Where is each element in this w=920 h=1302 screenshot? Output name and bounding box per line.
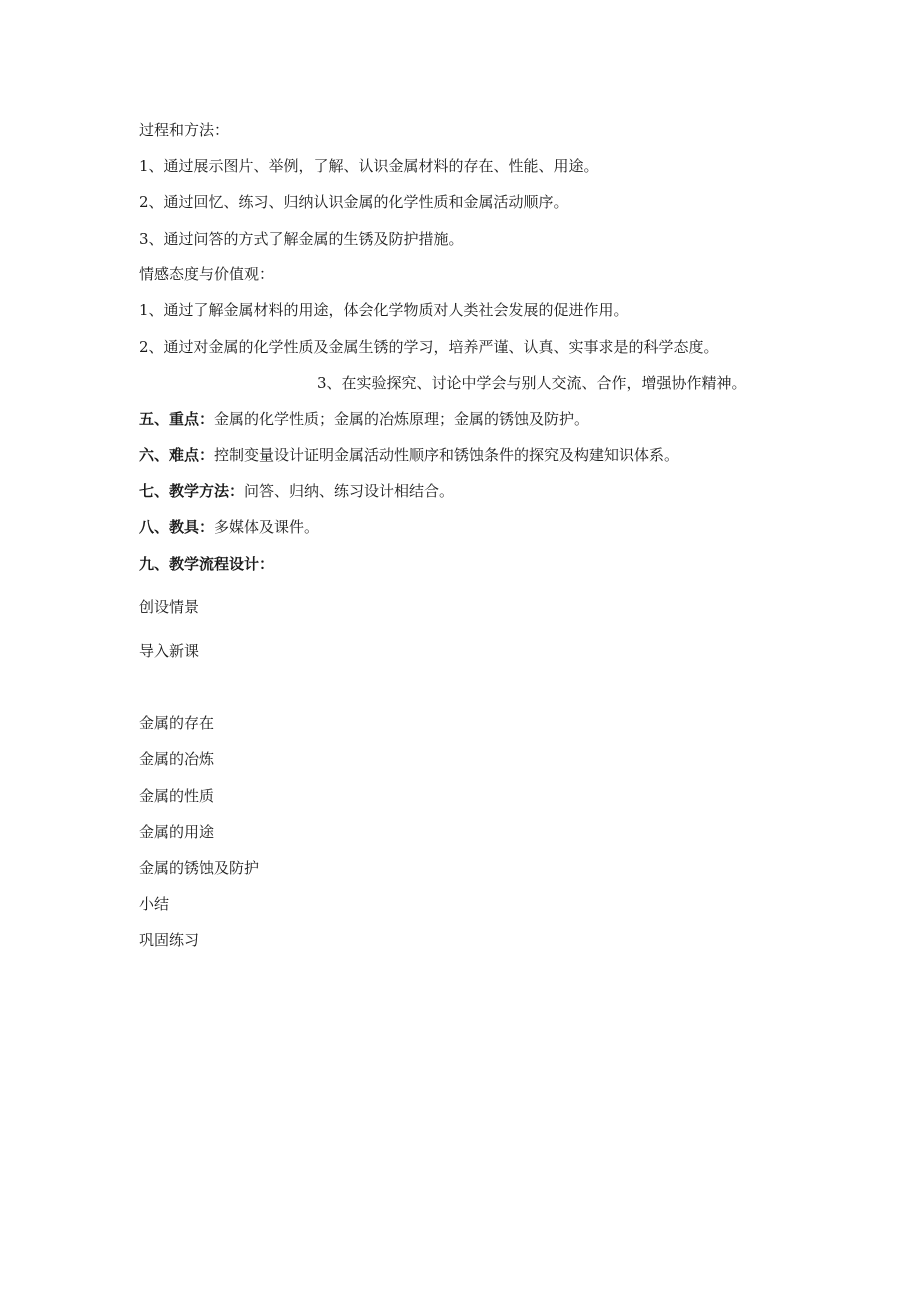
key-points-section	[139, 409, 589, 429]
teaching-flow-section	[139, 554, 274, 574]
teaching-aids-section	[139, 517, 319, 537]
emotion-values-item-3: 3、在实验探究、讨论中学会与别人交流、合作，增强协作精神。	[317, 374, 747, 392]
emotion-values-item-1: 1、通过了解金属材料的用途，体会化学物质对人类社会发展的促进作用。	[139, 301, 629, 319]
difficulties-section	[139, 445, 679, 465]
process-methods-item-2: 2、通过回忆、练习、归纳认识金属的化学性质和金属活动顺序。	[139, 193, 569, 211]
flow-item: 创设情景	[139, 598, 200, 616]
process-methods-item-3: 3、通过问答的方式了解金属的生锈及防护措施。	[139, 230, 464, 248]
emotion-values-item-2: 2、通过对金属的化学性质及金属生锈的学习，培养严谨、认真、实事求是的科学态度。	[139, 338, 719, 356]
teaching-methods-section	[139, 481, 454, 501]
teaching-aids-label: 八、教具：	[139, 518, 215, 536]
flow-item: 金属的性质	[139, 787, 215, 805]
flow-item: 金属的用途	[139, 823, 215, 841]
process-methods-item-1: 1、通过展示图片、举例，了解、认识金属材料的存在、性能、用途。	[139, 157, 599, 175]
flow-item: 巩固练习	[139, 931, 200, 949]
difficulties-text: 控制变量设计证明金属活动性顺序和锈蚀条件的探究及构建知识体系。	[214, 446, 680, 464]
flow-item: 金属的冶炼	[139, 750, 215, 768]
process-methods-heading: 过程和方法：	[139, 121, 230, 139]
teaching-aids-text: 多媒体及课件。	[214, 518, 320, 536]
flow-item: 金属的存在	[139, 714, 215, 732]
emotion-values-heading: 情感态度与价值观：	[139, 265, 275, 283]
flow-item: 导入新课	[139, 642, 200, 660]
key-points-label: 五、重点：	[139, 410, 215, 428]
teaching-methods-text: 问答、归纳、练习设计相结合。	[244, 482, 455, 500]
teaching-flow-label: 九、教学流程设计：	[139, 555, 275, 573]
difficulties-label: 六、难点：	[139, 446, 215, 464]
teaching-methods-label: 七、教学方法：	[139, 482, 245, 500]
flow-item: 小结	[139, 895, 170, 913]
key-points-text: 金属的化学性质；金属的冶炼原理；金属的锈蚀及防护。	[214, 410, 590, 428]
flow-item: 金属的锈蚀及防护	[139, 859, 260, 877]
